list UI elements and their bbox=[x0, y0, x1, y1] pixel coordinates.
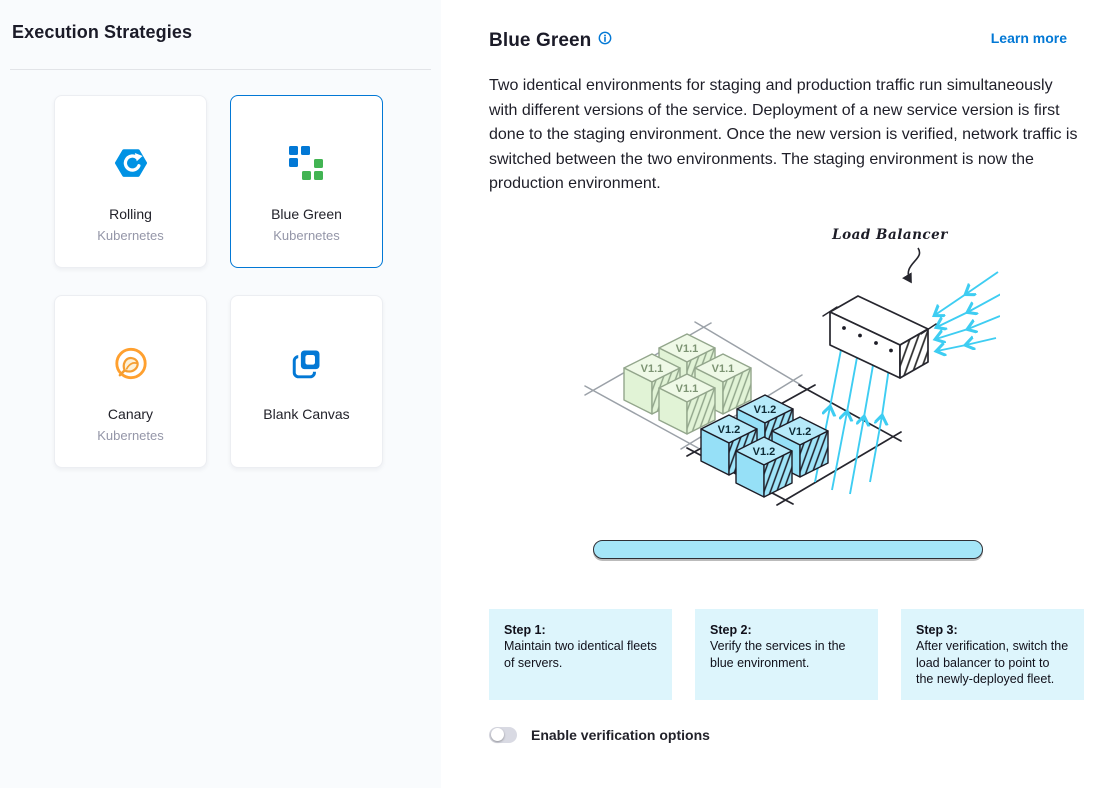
strategy-card-subtitle: Kubernetes bbox=[97, 228, 164, 243]
step-text: Verify the services in the blue environment. bbox=[710, 639, 846, 670]
page-title: Execution Strategies bbox=[12, 22, 193, 42]
load-balancer-box bbox=[823, 296, 936, 378]
detail-header bbox=[489, 30, 1084, 52]
left-header bbox=[0, 0, 441, 43]
blue-cube-label: V1.2 bbox=[717, 423, 741, 436]
blue-cube-label: V1.2 bbox=[788, 425, 812, 438]
blue-green-icon bbox=[231, 146, 382, 181]
learn-more-link[interactable]: Learn more bbox=[990, 30, 1067, 46]
strategy-card-label: Rolling bbox=[109, 206, 152, 222]
strategy-cards-grid bbox=[54, 95, 441, 468]
blue-cube-label: V1.2 bbox=[753, 403, 777, 416]
green-cube-label: V1.1 bbox=[640, 362, 664, 375]
pointer-arrow bbox=[908, 248, 919, 282]
detail-title: Blue Green bbox=[489, 30, 592, 51]
strategy-card-canary[interactable] bbox=[54, 295, 207, 468]
step-text: After verification, switch the load balancer to point to the newly-deployed fleet. bbox=[916, 639, 1069, 686]
strategy-description: Two identical environments for staging and production traffic run simultaneously with different versions of the service. Deployment of a new service version is first done to the staging environment. Once the new version is verified, network traffic is switched between the two environments. The staging environment is now the production environment. bbox=[489, 77, 1078, 192]
traffic-pill-bar bbox=[593, 540, 983, 559]
strategy-card-subtitle: Kubernetes bbox=[273, 228, 340, 243]
canary-icon bbox=[55, 346, 206, 382]
strategy-card-subtitle: Kubernetes bbox=[97, 428, 164, 443]
toggle-knob bbox=[491, 728, 504, 741]
blank-canvas-icon bbox=[231, 346, 382, 380]
green-cube-label: V1.1 bbox=[711, 362, 735, 375]
incoming-traffic-arrows bbox=[935, 272, 1000, 351]
toggle-label: Enable verification options bbox=[531, 726, 710, 743]
step-card-2 bbox=[695, 609, 878, 700]
blue-green-illustration bbox=[580, 212, 1000, 514]
info-icon[interactable] bbox=[598, 31, 612, 50]
strategy-card-label: Blank Canvas bbox=[263, 406, 350, 422]
step-card-3 bbox=[901, 609, 1084, 700]
steps-row bbox=[489, 609, 1084, 700]
strategy-card-label: Blue Green bbox=[271, 206, 342, 222]
green-cube-label: V1.1 bbox=[675, 382, 699, 395]
strategy-detail-panel bbox=[441, 0, 1119, 788]
load-balancer-label: Load Balancer bbox=[832, 226, 948, 243]
verification-toggle-row bbox=[489, 727, 1084, 743]
step-text: Maintain two identical fleets of servers. bbox=[504, 639, 657, 670]
header-divider bbox=[10, 69, 431, 70]
step-title: Step 1: bbox=[504, 622, 546, 637]
step-title: Step 2: bbox=[710, 622, 752, 637]
strategy-card-rolling[interactable] bbox=[54, 95, 207, 268]
blue-cube-label: V1.2 bbox=[752, 445, 776, 458]
step-title: Step 3: bbox=[916, 622, 958, 637]
green-cube-label: V1.1 bbox=[675, 342, 699, 355]
strategy-list-panel bbox=[0, 0, 441, 788]
strategy-card-label: Canary bbox=[107, 406, 154, 422]
step-card-1 bbox=[489, 609, 672, 700]
strategy-card-blue-green[interactable] bbox=[230, 95, 383, 268]
enable-verification-toggle[interactable] bbox=[489, 727, 517, 743]
strategy-card-blank-canvas[interactable] bbox=[230, 295, 383, 468]
rolling-icon bbox=[55, 146, 206, 180]
